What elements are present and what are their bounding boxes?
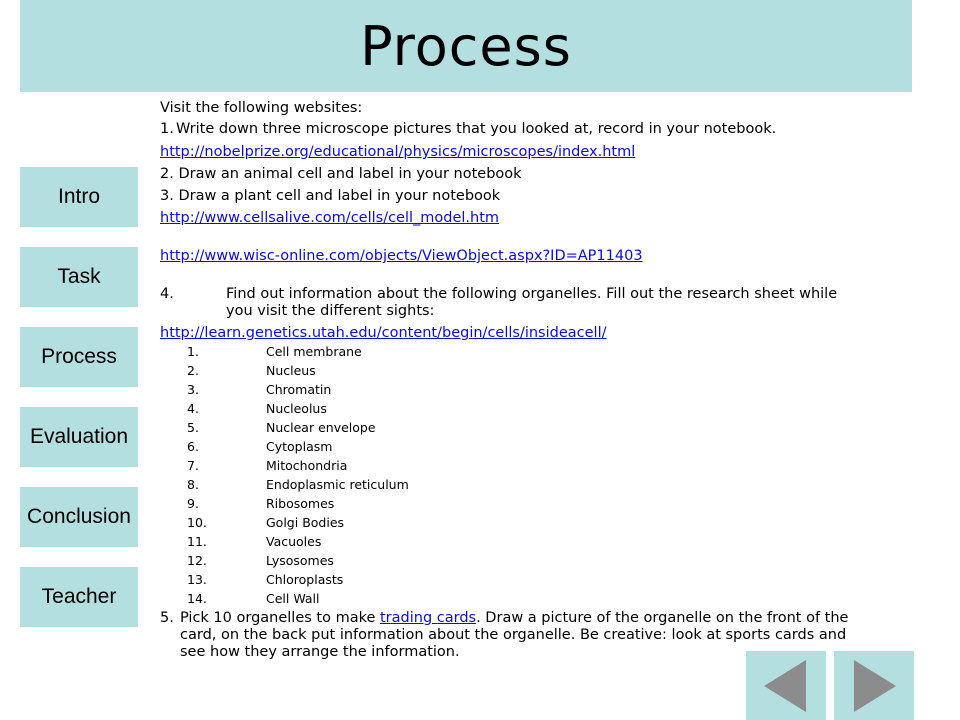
organelle-item xyxy=(160,551,860,570)
organelle-name: Golgi Bodies xyxy=(266,515,345,530)
right-triangle-icon xyxy=(844,656,904,716)
nav-intro-button[interactable]: Intro xyxy=(20,167,138,227)
nav-conclusion-button[interactable]: Conclusion xyxy=(20,487,138,547)
organelle-item xyxy=(160,570,860,589)
organelle-item xyxy=(160,361,860,380)
page-title: Process xyxy=(360,14,572,78)
step-4: 4. Find out information about the following organelles. Fill out the research sheet while you visit the different sights: xyxy=(160,286,838,319)
organelle-name: Nucleus xyxy=(266,363,316,378)
process-content xyxy=(160,100,860,661)
step-1: 1. Write down three microscope pictures that you looked at, record in your notebook. xyxy=(160,121,777,137)
link-trading-cards[interactable]: trading cards xyxy=(380,610,477,626)
organelle-item xyxy=(160,513,860,532)
organelle-name: Endoplasmic reticulum xyxy=(266,477,409,492)
step-5: 5. Pick 10 organelles to make trading cards. Draw a picture of the organelle on the front of the card, on the back put information about the organelle. Be creative: look at sports cards and see how they arrange the information. xyxy=(160,610,849,660)
organelle-number: 10. xyxy=(187,515,207,530)
link-cellsalive[interactable]: http://www.cellsalive.com/cells/cell_model.htm xyxy=(160,210,500,226)
organelle-item xyxy=(160,437,860,456)
organelle-number: 5. xyxy=(187,420,199,435)
organelle-number: 11. xyxy=(187,534,207,549)
organelle-name: Lysosomes xyxy=(266,553,334,568)
organelle-number: 13. xyxy=(187,572,207,587)
next-slide-button[interactable] xyxy=(834,651,914,720)
organelle-name: Ribosomes xyxy=(266,496,335,511)
title-bar xyxy=(20,0,912,92)
organelle-name: Chromatin xyxy=(266,382,332,397)
organelle-name: Mitochondria xyxy=(266,458,348,473)
organelle-number: 3. xyxy=(187,382,199,397)
organelle-number: 7. xyxy=(187,458,199,473)
intro-text: Visit the following websites: xyxy=(160,100,363,116)
nav-process-button[interactable]: Process xyxy=(20,327,138,387)
organelle-number: 9. xyxy=(187,496,199,511)
organelle-name: Cell membrane xyxy=(266,344,362,359)
step-2: 2. Draw an animal cell and label in your notebook xyxy=(160,166,522,182)
organelle-item xyxy=(160,532,860,551)
organelle-number: 1. xyxy=(187,344,199,359)
link-nobelprize[interactable]: http://nobelprize.org/educational/physics/microscopes/index.html xyxy=(160,144,636,160)
organelle-number: 4. xyxy=(187,401,199,416)
organelle-number: 8. xyxy=(187,477,199,492)
organelle-item xyxy=(160,380,860,399)
organelle-name: Chloroplasts xyxy=(266,572,344,587)
organelle-item xyxy=(160,399,860,418)
organelle-item xyxy=(160,589,860,608)
left-triangle-icon xyxy=(756,656,816,716)
link-wisc-online[interactable]: http://www.wisc-online.com/objects/ViewObject.aspx?ID=AP11403 xyxy=(160,248,643,264)
organelle-name: Cell Wall xyxy=(266,591,320,606)
organelle-name: Vacuoles xyxy=(266,534,322,549)
link-learn-genetics[interactable]: http://learn.genetics.utah.edu/content/begin/cells/insideacell/ xyxy=(160,325,607,341)
step-3: 3. Draw a plant cell and label in your notebook xyxy=(160,188,501,204)
previous-slide-button[interactable] xyxy=(746,651,826,720)
nav-evaluation-button[interactable]: Evaluation xyxy=(20,407,138,467)
organelle-name: Cytoplasm xyxy=(266,439,333,454)
organelle-name: Nucleolus xyxy=(266,401,327,416)
organelle-number: 14. xyxy=(187,591,207,606)
nav-task-button[interactable]: Task xyxy=(20,247,138,307)
organelle-item xyxy=(160,494,860,513)
organelle-item xyxy=(160,475,860,494)
organelle-list xyxy=(160,342,860,608)
nav-teacher-button[interactable]: Teacher xyxy=(20,567,138,627)
organelle-item xyxy=(160,418,860,437)
organelle-name: Nuclear envelope xyxy=(266,420,376,435)
organelle-number: 2. xyxy=(187,363,199,378)
organelle-number: 6. xyxy=(187,439,199,454)
organelle-number: 12. xyxy=(187,553,207,568)
organelle-item xyxy=(160,456,860,475)
organelle-item xyxy=(160,342,860,361)
